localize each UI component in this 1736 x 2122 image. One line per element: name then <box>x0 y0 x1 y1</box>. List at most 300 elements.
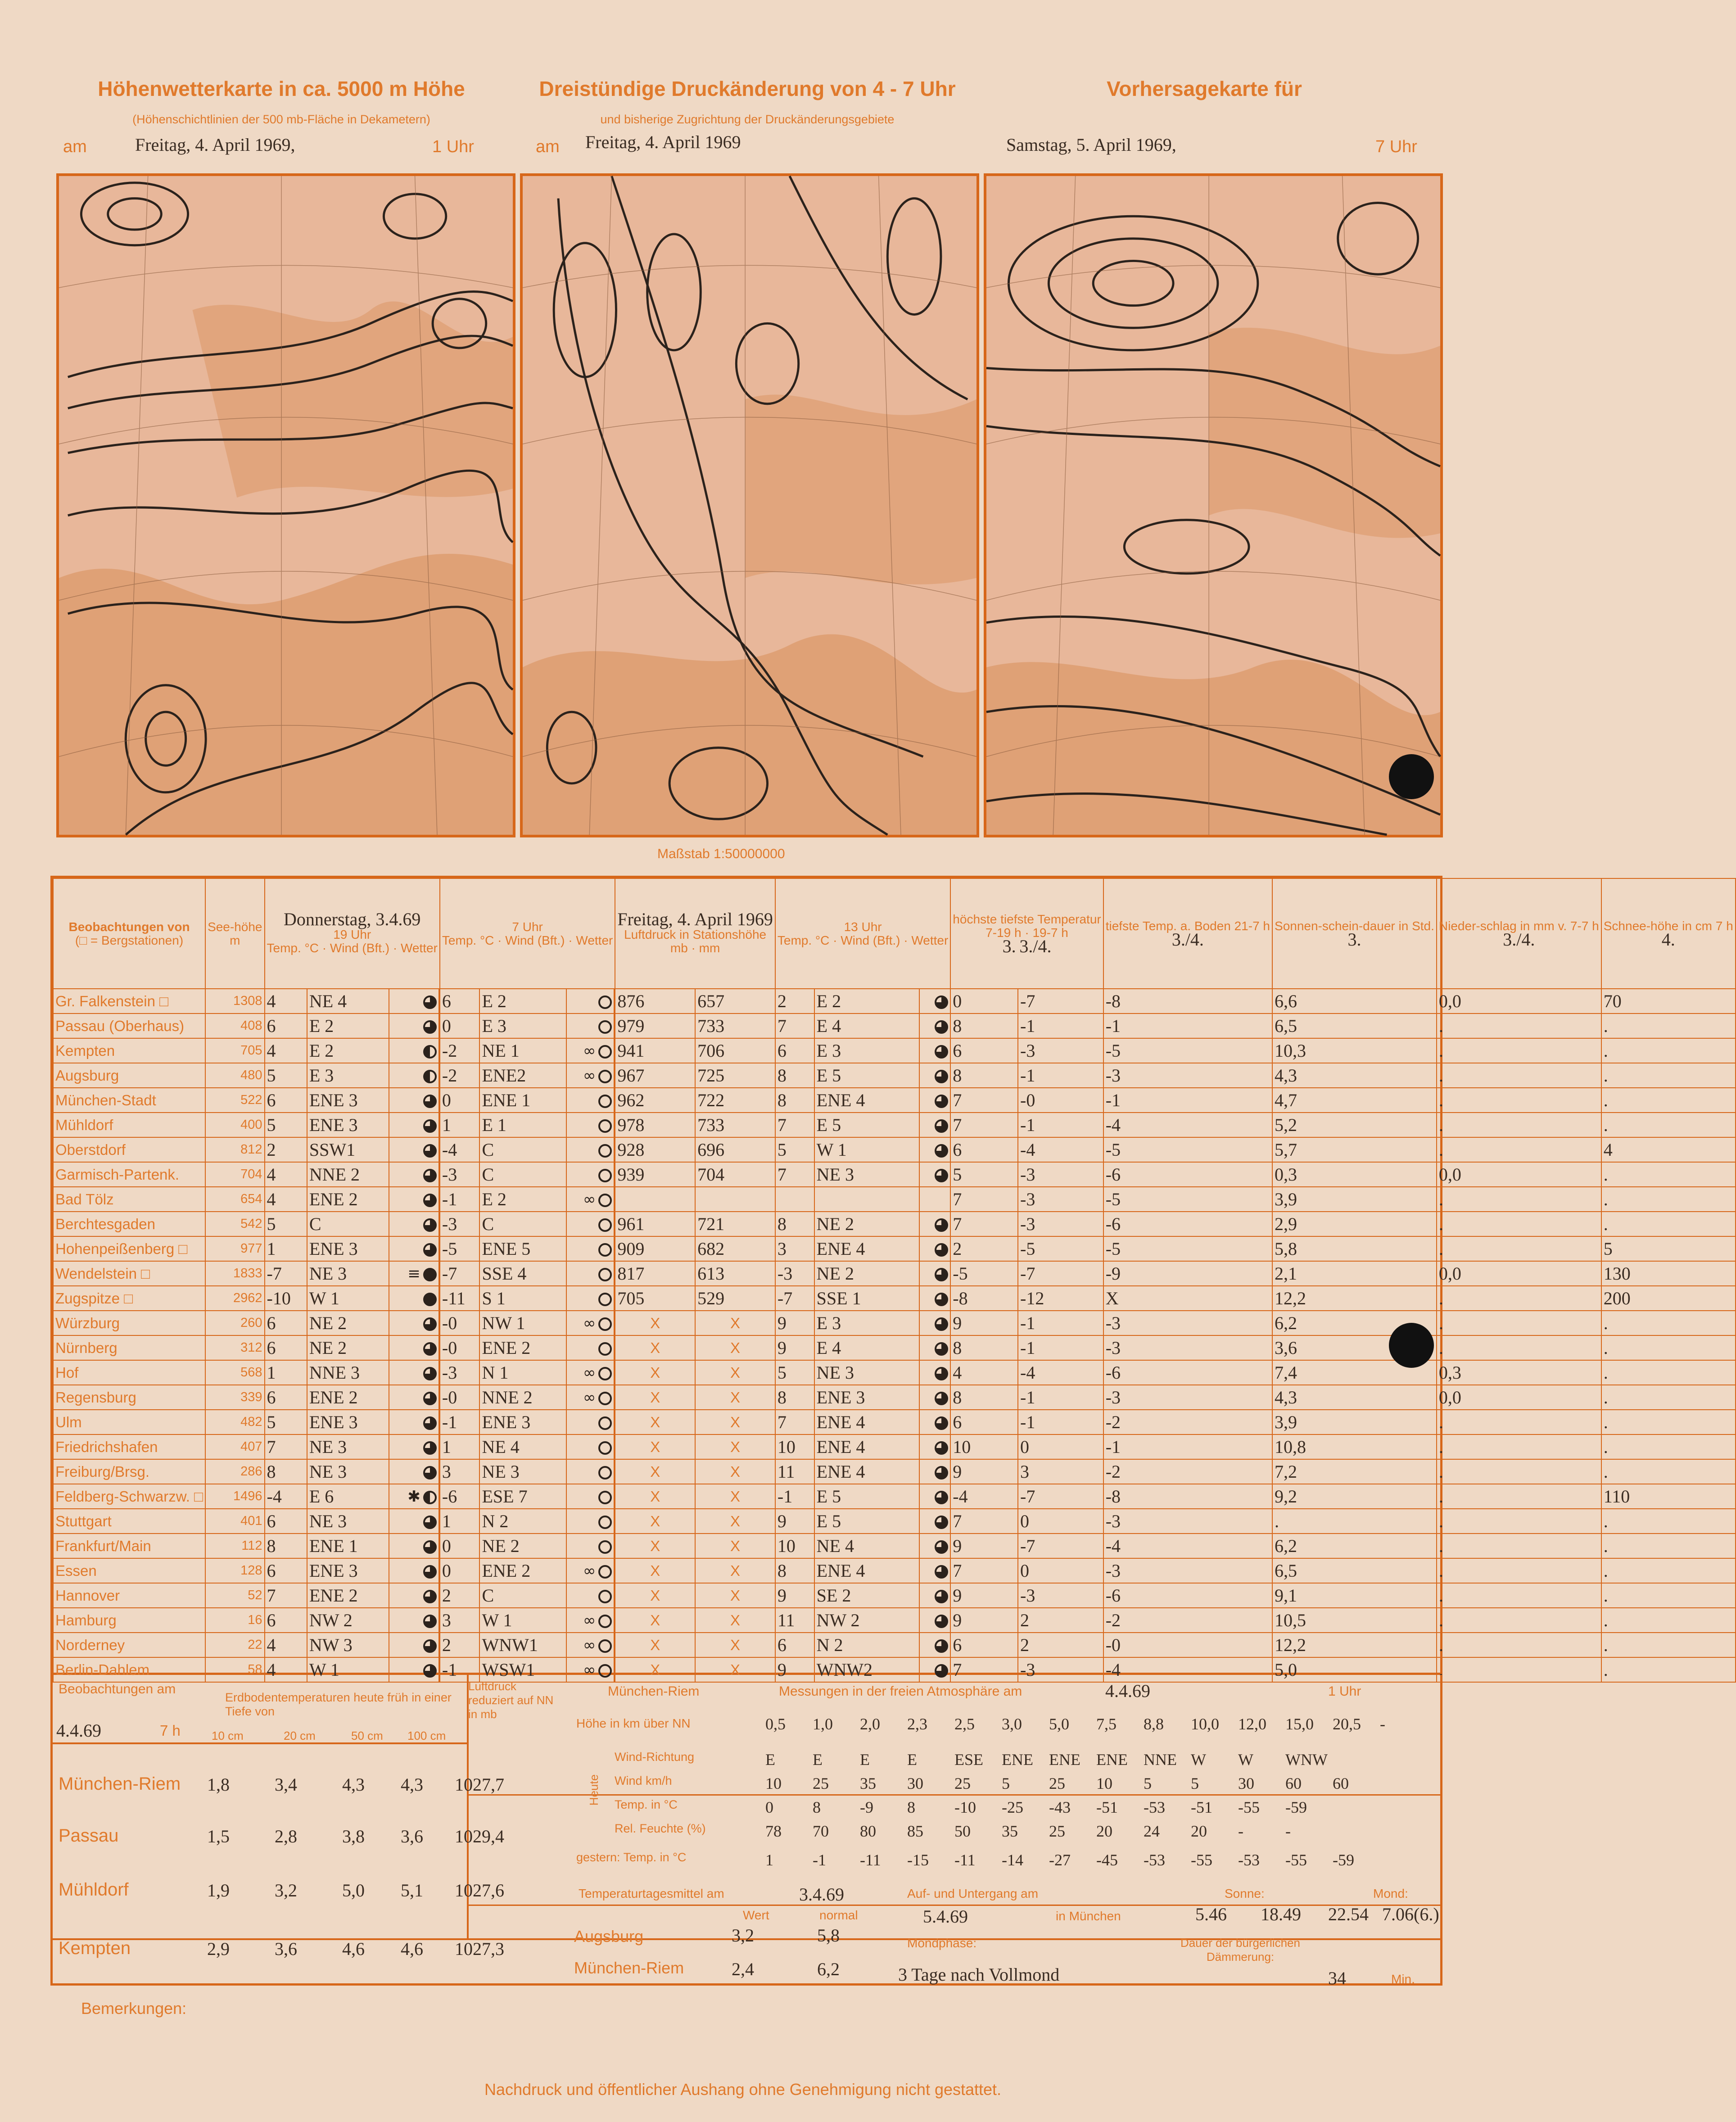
upper-time: 1 Uhr <box>1328 1684 1361 1699</box>
tagesmittel-normal: normal <box>819 1908 858 1922</box>
min-temp: -1 <box>1018 1063 1103 1088</box>
snow-depth: . <box>1601 1534 1736 1558</box>
table-row <box>53 1113 1736 1137</box>
upper-humidity: 80 <box>860 1822 876 1840</box>
upper-wind-speed: 30 <box>907 1774 923 1792</box>
temp-7h: 6 <box>440 989 480 1013</box>
temp-13h: 8 <box>775 1212 814 1236</box>
upper-wind-direction: W <box>1238 1751 1253 1769</box>
snow-depth: . <box>1601 1113 1736 1137</box>
soil-value: 3,6 <box>275 1939 297 1959</box>
upper-hoehe-label: Höhe in km über NN <box>576 1716 691 1730</box>
cloud-cover-icon <box>423 1243 437 1257</box>
table-row <box>53 1385 1736 1410</box>
tm-augsburg-wert: 3,2 <box>732 1925 754 1946</box>
upper-temperature: -51 <box>1191 1798 1212 1816</box>
weather-symbol-cell <box>389 1212 439 1236</box>
cloud-cover-icon <box>598 1639 612 1653</box>
soil-value: 2,9 <box>207 1939 230 1959</box>
temp-7h: 3 <box>440 1608 480 1633</box>
upper-humidity: 25 <box>1049 1822 1065 1840</box>
upper-temperature: 8 <box>813 1798 821 1816</box>
soil-value: 5,1 <box>401 1880 423 1900</box>
upper-height-km: 8,8 <box>1144 1715 1164 1733</box>
table-row <box>53 1212 1736 1236</box>
max-temp: 6 <box>950 1410 1018 1434</box>
cloud-cover-icon <box>935 1540 948 1554</box>
wind-7h: N 1 <box>479 1360 566 1385</box>
cloud-cover-icon <box>935 1590 948 1603</box>
station-name: Essen <box>53 1558 205 1583</box>
sunshine-hours: 2,1 <box>1272 1261 1437 1286</box>
wind-7h: ENE2 <box>479 1063 566 1088</box>
cloud-cover-icon <box>935 1095 948 1108</box>
soil-value: 5,0 <box>342 1880 365 1900</box>
snow-depth: 4 <box>1601 1137 1736 1162</box>
cloud-cover-icon <box>598 1317 612 1331</box>
punch-hole-top <box>1389 754 1434 799</box>
temp-13h: 6 <box>775 1038 814 1063</box>
station-elevation: 407 <box>205 1434 264 1459</box>
wind-19h: ENE 3 <box>307 1558 389 1583</box>
wind-19h: NE 2 <box>307 1311 389 1335</box>
max-temp: -4 <box>950 1484 1018 1509</box>
precipitation: . <box>1437 1038 1601 1063</box>
precipitation: . <box>1437 1187 1601 1212</box>
cloud-cover-icon <box>598 1615 612 1628</box>
upper-temperature: -53 <box>1144 1798 1165 1816</box>
upper-temperature: -9 <box>860 1798 873 1816</box>
weather-symbol-cell <box>566 1088 614 1113</box>
upper-temperature-yesterday: -53 <box>1144 1851 1165 1869</box>
sunshine-hours: 10,8 <box>1272 1434 1437 1459</box>
wind-13h: SSE 1 <box>814 1286 919 1311</box>
wind-19h: ENE 3 <box>307 1410 389 1434</box>
temp-7h: 0 <box>440 1558 480 1583</box>
weather-symbol-cell <box>389 1335 439 1360</box>
sunshine-hours: 5,7 <box>1272 1137 1437 1162</box>
pressure-mb: 705 <box>615 1286 695 1311</box>
upper-humidity: 50 <box>954 1822 971 1840</box>
temp-7h: -1 <box>440 1410 480 1434</box>
snow-depth: . <box>1601 1583 1736 1608</box>
upper-humidity: 20 <box>1096 1822 1112 1840</box>
upper-height-km: 5,0 <box>1049 1715 1069 1733</box>
wind-7h: NE 3 <box>479 1459 566 1484</box>
cloud-cover-icon <box>935 1466 948 1480</box>
sunshine-hours: 12,2 <box>1272 1286 1437 1311</box>
cloud-cover-icon <box>423 1590 437 1603</box>
temp-7h: -6 <box>440 1484 480 1509</box>
col-ground: tiefste Temp. a. Boden 21-7 h 3./4. <box>1103 878 1272 989</box>
weather-symbol-cell <box>389 1484 439 1509</box>
weather-symbol-cell <box>566 1335 614 1360</box>
pressure-mb: X <box>615 1509 695 1534</box>
cloud-cover-icon <box>423 1045 437 1059</box>
upper-wind-direction: E <box>907 1751 917 1769</box>
temp-19h: 5 <box>265 1410 307 1434</box>
upper-height-km: 15,0 <box>1285 1715 1314 1733</box>
upper-temperature: 0 <box>765 1798 773 1816</box>
upper-temperature-yesterday: -45 <box>1096 1851 1118 1869</box>
sunshine-hours: 12,2 <box>1272 1633 1437 1657</box>
wind-7h: C <box>479 1162 566 1187</box>
soil-title: Beobachtungen am <box>59 1682 176 1697</box>
upper-temperature: -59 <box>1285 1798 1307 1816</box>
upper-wind-speed: 60 <box>1333 1774 1349 1792</box>
precipitation: 0,0 <box>1437 1261 1601 1286</box>
weather-symbol-cell <box>566 1534 614 1558</box>
station-name: Würzburg <box>53 1311 205 1335</box>
max-temp: 7 <box>950 1509 1018 1534</box>
cloud-cover-icon <box>423 1317 437 1331</box>
ground-min-temp: -5 <box>1103 1236 1272 1261</box>
temp-7h: 1 <box>440 1434 480 1459</box>
max-temp: 9 <box>950 1534 1018 1558</box>
upper-temperature-yesterday: -55 <box>1191 1851 1212 1869</box>
moon-phase: 3 Tage nach Vollmond <box>898 1964 1060 1985</box>
wind-13h: NE 3 <box>814 1360 919 1385</box>
wind-19h: W 1 <box>307 1286 389 1311</box>
sunshine-hours: 6,6 <box>1272 989 1437 1013</box>
cloud-cover-icon <box>598 1565 612 1579</box>
pressure-mb: 909 <box>615 1236 695 1261</box>
weather-symbol-cell <box>919 989 950 1013</box>
upper-height-km: 12,0 <box>1238 1715 1266 1733</box>
cloud-cover-icon <box>423 1293 437 1306</box>
weather-symbol-cell <box>389 1583 439 1608</box>
upper-label: Messungen in der freien Atmosphäre am <box>779 1684 1022 1699</box>
col-maxmin: höchste tiefste Temperatur 7-19 h · 19-7 h 3. 3./4. <box>950 878 1103 989</box>
table-row <box>53 1162 1736 1187</box>
weather-symbol-cell <box>389 1038 439 1063</box>
upper-height-km: 3,0 <box>1002 1715 1022 1733</box>
cloud-cover-icon <box>935 1169 948 1182</box>
pressure-mb: 979 <box>615 1013 695 1038</box>
cloud-cover-icon <box>423 1342 437 1356</box>
temp-7h: 2 <box>440 1633 480 1657</box>
station-elevation: 408 <box>205 1013 264 1038</box>
snow-depth: . <box>1601 1038 1736 1063</box>
station-name: Oberstdorf <box>53 1137 205 1162</box>
ground-min-temp: -3 <box>1103 1558 1272 1583</box>
cloud-cover-icon <box>423 1144 437 1158</box>
upper-humidity: - <box>1238 1822 1243 1840</box>
cloud-cover-icon <box>423 1095 437 1108</box>
pressure-mm: X <box>695 1360 775 1385</box>
cloud-cover-icon <box>935 1565 948 1579</box>
ground-min-temp: -8 <box>1103 1484 1272 1509</box>
pressure-mm: 704 <box>695 1162 775 1187</box>
cloud-cover-icon <box>423 1565 437 1579</box>
pressure-mm: X <box>695 1633 775 1657</box>
ground-min-temp: -3 <box>1103 1509 1272 1534</box>
cloud-cover-icon <box>935 1268 948 1281</box>
cloud-cover-icon <box>935 1045 948 1059</box>
haze-icon: ∞ <box>583 1363 596 1382</box>
temp-13h: 6 <box>775 1633 814 1657</box>
wind-13h: E 5 <box>814 1063 919 1088</box>
station-name: Ulm <box>53 1410 205 1434</box>
temp-13h: 11 <box>775 1608 814 1633</box>
temp-7h: -4 <box>440 1137 480 1162</box>
sunshine-hours: 3,9 <box>1272 1187 1437 1212</box>
col-fri13: 13 Uhr Temp. °C · Wind (Bft.) · Wetter <box>775 878 950 989</box>
temp-7h: -0 <box>440 1335 480 1360</box>
pressure-mb: X <box>615 1534 695 1558</box>
temp-19h: 1 <box>265 1360 307 1385</box>
temp-13h: 9 <box>775 1509 814 1534</box>
ground-min-temp: -6 <box>1103 1360 1272 1385</box>
weather-symbol-cell <box>566 1261 614 1286</box>
soil-value: 3,6 <box>401 1826 423 1846</box>
wind-19h: W 1 <box>307 1657 389 1682</box>
wind-13h: NE 2 <box>814 1261 919 1286</box>
pressure-mm: X <box>695 1459 775 1484</box>
upper-heute: Heute <box>587 1774 601 1806</box>
max-temp: 7 <box>950 1113 1018 1137</box>
cloud-cover-icon <box>598 1466 612 1480</box>
cloud-cover-icon <box>423 1020 437 1034</box>
pressure-mb: 939 <box>615 1162 695 1187</box>
weather-symbol-cell <box>389 1410 439 1434</box>
wind-19h: ENE 2 <box>307 1385 389 1410</box>
weather-symbol-cell <box>389 1633 439 1657</box>
wind-7h: ESE 7 <box>479 1484 566 1509</box>
col-elevation: See-höhe m <box>205 878 264 989</box>
station-elevation: 16 <box>205 1608 264 1633</box>
temp-13h: 7 <box>775 1410 814 1434</box>
cloud-cover-icon <box>598 1020 612 1034</box>
cloud-cover-icon <box>598 1590 612 1603</box>
subtitle-pressure-change-map: und bisherige Zugrichtung der Druckänderungsgebiete <box>600 113 895 126</box>
weather-symbol-cell <box>566 1113 614 1137</box>
pressure-mb: X <box>615 1583 695 1608</box>
weather-symbol-cell <box>566 1038 614 1063</box>
station-elevation: 400 <box>205 1113 264 1137</box>
precipitation: . <box>1437 1633 1601 1657</box>
temp-19h: 6 <box>265 1385 307 1410</box>
weather-symbol-cell <box>919 1013 950 1038</box>
tagesmittel-wert: Wert <box>743 1908 769 1922</box>
station-elevation: 542 <box>205 1212 264 1236</box>
temp-19h: 4 <box>265 1657 307 1682</box>
tm-riem: München-Riem <box>574 1959 684 1977</box>
wind-7h: NNE 2 <box>479 1385 566 1410</box>
table-row <box>53 1484 1736 1509</box>
wind-13h: WNW2 <box>814 1657 919 1682</box>
wind-13h: E 3 <box>814 1038 919 1063</box>
pressure-mm: X <box>695 1484 775 1509</box>
cloud-cover-icon <box>935 1342 948 1356</box>
min-temp: -1 <box>1018 1385 1103 1410</box>
pressure-mb: X <box>615 1633 695 1657</box>
wind-13h: ENE 4 <box>814 1236 919 1261</box>
upper-temperature-yesterday: -1 <box>813 1851 826 1869</box>
remarks-label: Bemerkungen: <box>81 1999 187 2018</box>
snow-depth: . <box>1601 1063 1736 1088</box>
soil-value: 4,3 <box>342 1774 365 1795</box>
min-temp: -1 <box>1018 1113 1103 1137</box>
cloud-cover-icon <box>423 1169 437 1182</box>
wind-7h: SSE 4 <box>479 1261 566 1286</box>
weather-symbol-cell <box>919 1558 950 1583</box>
haze-icon: ∞ <box>583 1041 596 1060</box>
upper-humidity: 85 <box>907 1822 923 1840</box>
temp-13h: 8 <box>775 1063 814 1088</box>
wind-7h: WNW1 <box>479 1633 566 1657</box>
cloud-cover-icon <box>598 1516 612 1529</box>
upper-temperature: -51 <box>1096 1798 1118 1816</box>
cloud-cover-icon <box>423 1441 437 1455</box>
max-temp: 8 <box>950 1013 1018 1038</box>
pressure-mm: X <box>695 1657 775 1682</box>
upper-height-km: 20,5 <box>1333 1715 1361 1733</box>
col-precip: Nieder-schlag in mm v. 7-7 h 3./4. <box>1437 878 1601 989</box>
pressure-mm: X <box>695 1311 775 1335</box>
soil-station: Kempten <box>59 1938 131 1958</box>
temp-7h: -1 <box>440 1657 480 1682</box>
tm-riem-wert: 2,4 <box>732 1959 754 1979</box>
wind-7h: W 1 <box>479 1608 566 1633</box>
ground-min-temp: -2 <box>1103 1410 1272 1434</box>
min-temp: -1 <box>1018 1013 1103 1038</box>
min-temp: -4 <box>1018 1137 1103 1162</box>
cloud-cover-icon <box>935 1639 948 1653</box>
weather-symbol-cell <box>389 1385 439 1410</box>
temp-13h <box>775 1187 814 1212</box>
cloud-cover-icon <box>598 995 612 1009</box>
pressure-mb: X <box>615 1608 695 1633</box>
col-thu: Donnerstag, 3.4.69 19 Uhr Temp. °C · Wind (Bft.) · Wetter <box>265 878 440 989</box>
max-temp: 8 <box>950 1063 1018 1088</box>
station-elevation: 705 <box>205 1038 264 1063</box>
station-elevation: 22 <box>205 1633 264 1657</box>
ground-min-temp: -0 <box>1103 1633 1272 1657</box>
haze-icon: ∞ <box>583 1066 596 1085</box>
weather-symbol-cell <box>389 1137 439 1162</box>
temp-19h: 8 <box>265 1459 307 1484</box>
temp-7h: -0 <box>440 1311 480 1335</box>
sunshine-hours: 10,5 <box>1272 1608 1437 1633</box>
snow-depth: . <box>1601 1311 1736 1335</box>
min-temp: -3 <box>1018 1657 1103 1682</box>
station-name: Freiburg/Brsg. <box>53 1459 205 1484</box>
pressure-mb: X <box>615 1335 695 1360</box>
temp-19h: 4 <box>265 1162 307 1187</box>
temp-7h: -7 <box>440 1261 480 1286</box>
cloud-cover-icon <box>423 1639 437 1653</box>
snow-depth: . <box>1601 1657 1736 1682</box>
temp-7h: -1 <box>440 1187 480 1212</box>
max-temp: -8 <box>950 1286 1018 1311</box>
pressure-mm: 682 <box>695 1236 775 1261</box>
wind-7h: C <box>479 1137 566 1162</box>
cloud-cover-icon <box>935 1367 948 1380</box>
cloud-cover-icon <box>598 1367 612 1380</box>
map-scale: Maßstab 1:50000000 <box>657 846 785 861</box>
temp-7h: 0 <box>440 1088 480 1113</box>
moon-rise: 22.54 <box>1328 1904 1369 1924</box>
weather-symbol-cell <box>389 1063 439 1088</box>
station-elevation: 260 <box>205 1311 264 1335</box>
station-name: Passau (Oberhaus) <box>53 1013 205 1038</box>
table-row <box>53 1088 1736 1113</box>
cloud-cover-icon <box>598 1070 612 1083</box>
temp-7h: -3 <box>440 1360 480 1385</box>
station-elevation: 2962 <box>205 1286 264 1311</box>
pressure-mb: 961 <box>615 1212 695 1236</box>
min-temp: -3 <box>1018 1212 1103 1236</box>
wind-13h: E 3 <box>814 1311 919 1335</box>
twilight-min: Min. <box>1391 1972 1415 1986</box>
temp-13h: 3 <box>775 1236 814 1261</box>
temp-7h: -0 <box>440 1385 480 1410</box>
station-name: Bad Tölz <box>53 1187 205 1212</box>
cloud-cover-icon <box>935 1491 948 1504</box>
sunshine-hours: 6,2 <box>1272 1534 1437 1558</box>
weather-symbol-cell <box>566 1434 614 1459</box>
weather-symbol-cell <box>389 1187 439 1212</box>
upper-wind-direction: E <box>860 1751 870 1769</box>
wind-13h: ENE 4 <box>814 1558 919 1583</box>
wind-7h: ENE 5 <box>479 1236 566 1261</box>
min-temp: -7 <box>1018 1261 1103 1286</box>
weather-symbol-cell <box>919 1509 950 1534</box>
table-row <box>53 1534 1736 1558</box>
min-temp: 2 <box>1018 1633 1103 1657</box>
snow-depth: 200 <box>1601 1286 1736 1311</box>
tm-riem-normal: 6,2 <box>817 1959 840 1979</box>
weather-symbol-cell <box>566 1459 614 1484</box>
temp-7h: -2 <box>440 1038 480 1063</box>
temp-7h: 1 <box>440 1509 480 1534</box>
wind-13h: NE 3 <box>814 1162 919 1187</box>
wind-13h: N 2 <box>814 1633 919 1657</box>
snow-depth: . <box>1601 1633 1736 1657</box>
upper-wind-speed: 25 <box>1049 1774 1065 1792</box>
temp-13h: 9 <box>775 1335 814 1360</box>
pressure-mm: 733 <box>695 1013 775 1038</box>
temp-19h: -4 <box>265 1484 307 1509</box>
upper-height-km: 7,5 <box>1096 1715 1117 1733</box>
upper-wind-direction: ENE <box>1002 1751 1033 1769</box>
weather-symbol-cell <box>919 1162 950 1187</box>
wind-13h: ENE 4 <box>814 1410 919 1434</box>
max-temp: 4 <box>950 1360 1018 1385</box>
sunshine-hours: 5,8 <box>1272 1236 1437 1261</box>
upper-temperature-yesterday: -59 <box>1333 1851 1354 1869</box>
soil-time: 7 h <box>160 1722 181 1739</box>
pressure-mm: 657 <box>695 989 775 1013</box>
max-temp: 5 <box>950 1162 1018 1187</box>
cloud-cover-icon <box>423 995 437 1009</box>
pressure-mm: X <box>695 1385 775 1410</box>
precipitation: . <box>1437 1311 1601 1335</box>
upper-wind-speed: 25 <box>954 1774 971 1792</box>
weather-symbol-cell <box>566 1484 614 1509</box>
wind-7h: NW 1 <box>479 1311 566 1335</box>
weather-symbol-cell <box>566 1558 614 1583</box>
precipitation: . <box>1437 1335 1601 1360</box>
weather-symbol-cell <box>919 1063 950 1088</box>
temp-19h: 6 <box>265 1013 307 1038</box>
station-elevation: 401 <box>205 1509 264 1534</box>
precipitation: . <box>1437 1063 1601 1088</box>
upper-temperature: -25 <box>1002 1798 1023 1816</box>
table-row <box>53 1261 1736 1286</box>
upper-wind-direction: WNW <box>1285 1751 1328 1769</box>
